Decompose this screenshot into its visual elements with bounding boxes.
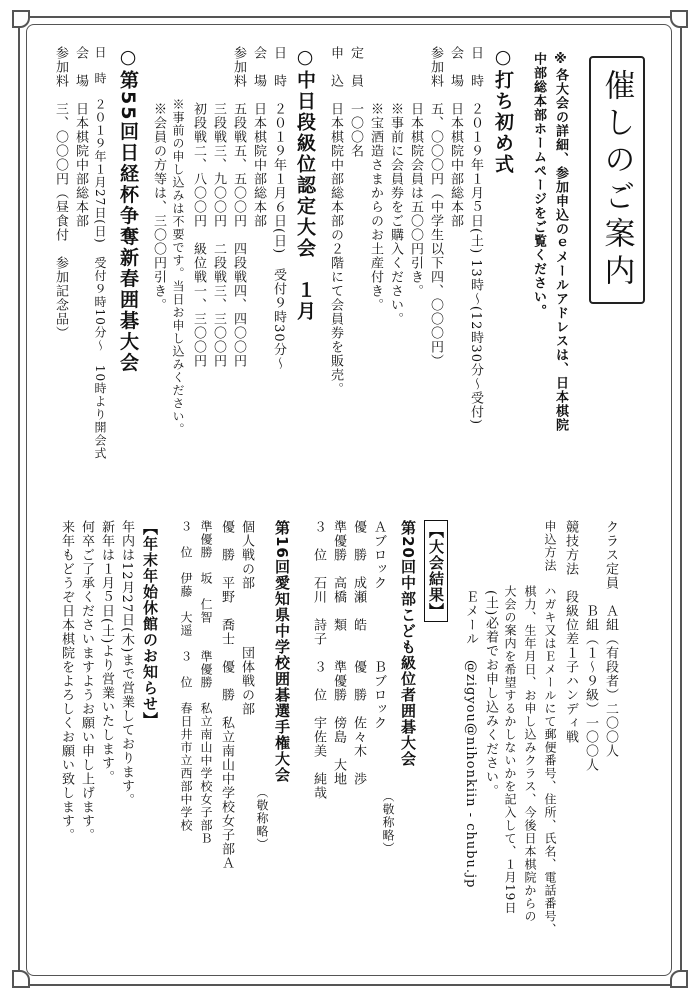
page-title: 催しのご案内 bbox=[598, 69, 635, 291]
page-title-box bbox=[589, 56, 645, 304]
holiday-line: 年内は12月27日(木)まで営業しております。 bbox=[119, 520, 134, 808]
holiday-line: 来年もどうぞ日本棋院をよろしくお願い致します。 bbox=[59, 520, 74, 842]
aichi-line: 優 勝 平野 喬士 優 勝 私立南山中学校女子部Ａ bbox=[219, 520, 234, 870]
aichi-line: ３ 位 伊藤 大遥 ３ 位 春日井市立西部中学校 bbox=[179, 520, 193, 832]
frame-corner-ornament bbox=[12, 970, 30, 988]
kodomo-line: 優 勝 成瀬 皓 優 勝 佐々木 渉 bbox=[351, 520, 366, 786]
class-info-line: 競技方法 段級位差１子ハンディ戦 bbox=[563, 520, 578, 744]
holiday-line: 何卒ご了承くださいますようお願い申し上げます。 bbox=[79, 520, 94, 842]
notice-line-2: 中部総本部ホームページをご覧ください。 bbox=[531, 52, 546, 318]
hatsu-line: 日本棋院会員は五〇〇円引き。 bbox=[408, 46, 423, 298]
class-info-line: Ｂ組（１～９級）一〇〇人 bbox=[583, 520, 598, 772]
dankyu-line: 会 場 日本棋院中部総本部 bbox=[251, 46, 266, 228]
class-info-line: 申込方法 ハガキ又はＥメールにて郵便番号、住所、氏名、電話番号、 bbox=[543, 520, 557, 936]
hatsu-line: 参加料 五、〇〇〇円（中学生以下四、〇〇〇円） bbox=[428, 46, 443, 368]
hatsu-line: 会 場 日本棋院中部総本部 bbox=[448, 46, 463, 228]
nikkei-line: 会 場 日本棋院中部総本部 bbox=[73, 46, 88, 228]
class-info-line: 棋力、生年月日、お申し込みクラス、今後日本棋院からの bbox=[523, 520, 537, 923]
class-info-line: 大会の案内を希望するかしないかを記入して、１月19日 bbox=[503, 520, 517, 915]
kodomo-line: ３ 位 石川 詩子 ３ 位 宇佐美 純哉 bbox=[311, 520, 326, 800]
hatsu-line: 日 時 ２０１９年１月５日(土) 13時～(12時30分～受付) bbox=[468, 46, 483, 426]
holiday-line: 新年は１月５日(土)より営業いたします。 bbox=[99, 520, 114, 785]
aichi-line: 準優勝 坂 仁智 準優勝 私立南山中学校女子部Ｂ bbox=[199, 520, 213, 845]
holiday-heading: 【年末年始休館のお知らせ】 bbox=[141, 520, 159, 728]
aichi-note: （敬称略） bbox=[255, 786, 269, 851]
dankyu-line: 初段戦二、八〇〇円 級位戦一、三〇〇円 bbox=[191, 46, 206, 368]
hatsu-line: ※宝酒造さまからのお土産付き。 bbox=[368, 46, 383, 312]
class-info-line: (土)必着でお申し込みください。 bbox=[483, 520, 498, 799]
nikkei-line: 日 時 ２０１９年１月27日(日) 受付９時10分～ 10時より開会式 bbox=[93, 46, 107, 461]
kodomo-line: Ａブロック Ｂブロック bbox=[371, 520, 386, 730]
kodomo-line: 準優勝 高橋 類 準優勝 傍島 大地 bbox=[331, 520, 346, 786]
nikkei-heading: ○第55回日経杯争奪新春囲碁大会 bbox=[117, 46, 139, 374]
frame-corner-ornament bbox=[12, 10, 30, 28]
class-info-line: クラス定員 Ａ組（有段者）二〇〇人 bbox=[603, 520, 618, 758]
aichi-title: 第16回愛知県中学校囲碁選手権大会 bbox=[273, 520, 291, 783]
aichi-line: 個人戦の部 団体戦の部 bbox=[239, 520, 254, 716]
results-heading: 【大会結果】 bbox=[424, 520, 448, 622]
dankyu-line: 参加料 五段戦五、五〇〇円 四段戦四、四〇〇円 bbox=[231, 46, 246, 368]
dankyu-line: 三段戦三、九〇〇円 二段戦三、三〇〇円 bbox=[211, 46, 226, 368]
dankyu-line: ※事前の申し込みは不要です。当日お申し込みください。 bbox=[171, 46, 185, 436]
dankyu-line: ※会員の方等は、三〇〇円引き。 bbox=[151, 46, 166, 312]
kodomo-note: （敬称略） bbox=[381, 790, 395, 855]
hatsu-line: 申 込 日本棋院中部総本部の２階にて会員券を販売。 bbox=[328, 46, 343, 396]
notice-line-1: ※各大会の詳細、参加申込のｅメールアドレスは、日本棋院 bbox=[553, 52, 568, 432]
dankyu-line: 日 時 ２０１９年１月６日(日) 受付９時30分～ bbox=[271, 46, 286, 371]
dankyu-heading: ○中日段級位認定大会 １月 bbox=[294, 46, 316, 322]
hatsu-line: ※事前に会員券をご購入ください。 bbox=[388, 46, 403, 326]
frame-corner-ornament bbox=[670, 10, 688, 28]
kodomo-title: 第20回中部こども級位者囲碁大会 bbox=[399, 520, 417, 767]
nikkei-line: 参加料 三、〇〇〇円（昼食付 参加記念品） bbox=[53, 46, 68, 340]
class-info-line: Ｅメール @zigyou@nihonkiin - chubu.jp bbox=[463, 520, 478, 889]
hatsu-heading: ○打ち初め式 bbox=[492, 46, 514, 175]
frame-corner-ornament bbox=[670, 970, 688, 988]
hatsu-line: 定 員 一〇〇名 bbox=[348, 46, 363, 158]
